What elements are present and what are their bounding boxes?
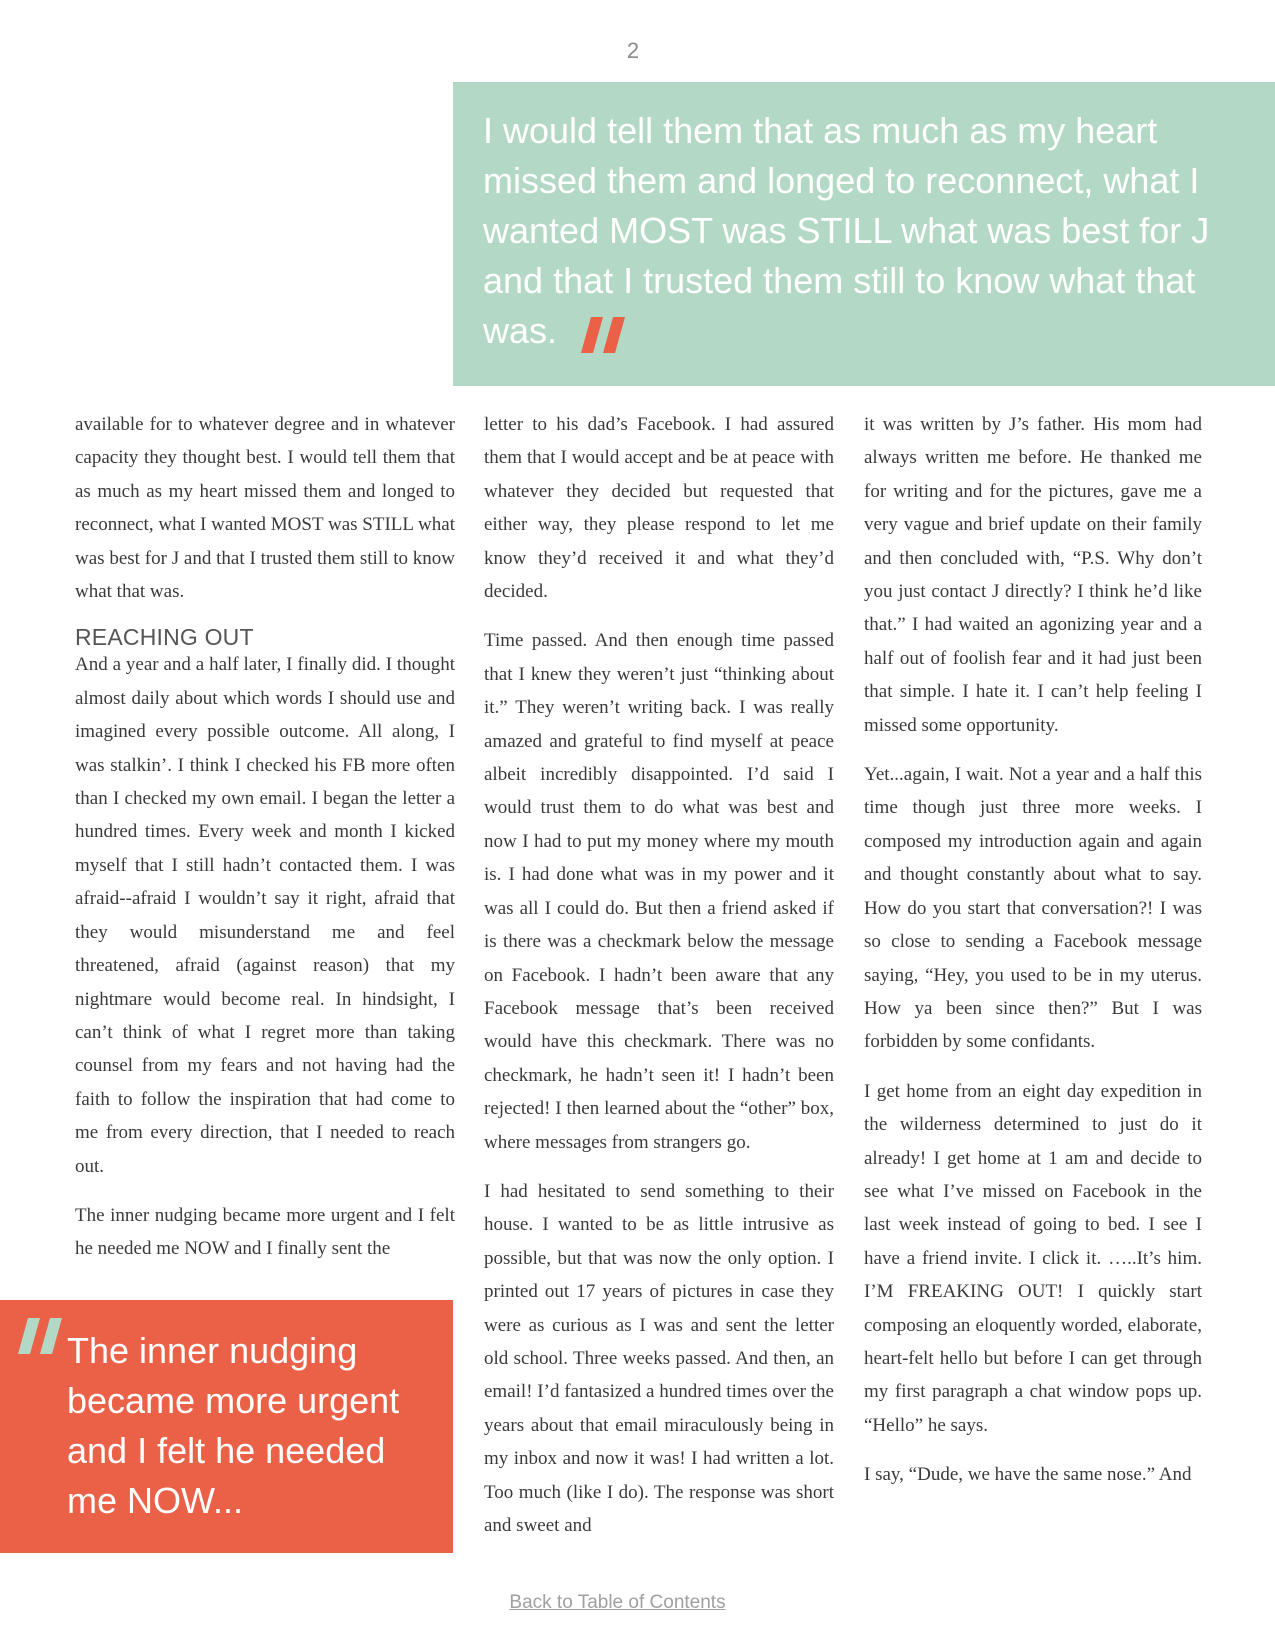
column-3-paragraph-4: I say, “Dude, we have the same nose.” And (864, 1464, 1192, 1486)
column-1-paragraph-1: available for to whatever degree and in whatever capacity they thought best. I would tell them that as much as my heart missed them and longed to reconnect, what I wanted MOST was STILL what was best for J and that I trusted them still to know what that was. (75, 414, 455, 603)
open-quote-icon (16, 1316, 64, 1361)
column-2-paragraph-1: letter to his dad’s Facebook. I had assured them that I would accept and be at peace with whatever they decided but requested that either way, they please respond to let me know they’d received it and what they’d decided. (484, 414, 834, 603)
column-2 (484, 408, 834, 1558)
column-3-paragraph-2: Yet...again, I wait. Not a year and a half this time though just three more weeks. I composed my introduction again and again and thought constantly about what to say. How do you start that conversation?! I was so close to sending a Facebook message saying, “Hey, you used to be in my uterus. How ya been since then?” But I was forbidden by some confidants. (864, 764, 1202, 1053)
section-heading: REACHING OUT (75, 624, 254, 651)
column-3 (864, 408, 1202, 1508)
pull-quote-top-text (483, 106, 1215, 368)
column-2-paragraph-3: I had hesitated to send something to their house. I wanted to be as little intrusive as possible, but that was now the only option. I printed out 17 years of pictures in case they were as curious as I was and sent the letter old school. Three weeks passed. And then, an email! I’d fantasized a hundred times over the years about that email miraculously being in my inbox and now it was! I had written a lot. Too much (like I do). The response was short and sweet and (484, 1180, 834, 1536)
pull-quote-top-body: I would tell them that as much as my heart missed them and longed to reconnect, what I wanted MOST was STILL what was best for J and that I trusted them still to know what that was. (483, 110, 1210, 351)
column-2-paragraph-2: Time passed. And then enough time passed that I knew they weren’t just “thinking about it.” They weren’t writing back. I was really amazed and grateful to find myself at peace albeit incredibly disappointed. I’d said I would trust them to do what was best and now I had to put my money where my mouth is. I had done what was in my power and it was all I could do. But then a friend asked if is there was a checkmark below the message on Facebook. I hadn’t been aware that any Facebook message that’s been received would have this checkmark. There was no checkmark, he hadn’t seen it! I hadn’t been rejected! I then learned about the “other” box, where messages from strangers go. (484, 630, 834, 1153)
pull-quote-top (453, 82, 1275, 386)
column-1 (75, 408, 455, 1282)
column-1-paragraph-2: And a year and a half later, I finally did. I thought almost daily about which words I should use and imagined every possible outcome. All along, I was stalkin’. I think I checked his FB more often than I checked my own email. I began the letter a hundred times. Every week and month I kicked myself that I still hadn’t contacted them. I was afraid--afraid I wouldn’t say it right, afraid that they would misunderstand me and feel threatened, afraid (against reason) that my nightmare would become real. In hindsight, I can’t think of what I regret more than taking counsel from my fears and not having had the faith to follow the inspiration that had come to me from every direction, that I needed to reach out. (75, 654, 455, 1177)
back-to-toc-link[interactable]: Back to Table of Contents (509, 1592, 726, 1613)
page-number: 2 (626, 38, 640, 63)
close-quote-icon (581, 315, 627, 368)
pull-quote-bottom-text: The inner nudging became more urgent and I felt he needed me NOW... (67, 1330, 400, 1521)
pull-quote-bottom (0, 1300, 453, 1553)
column-1-paragraph-3: The inner nudging became more urgent and I felt he needed me NOW and I finally sent the (75, 1204, 455, 1260)
column-3-paragraph-1: it was written by J’s father. His mom had always written me before. He thanked me for writing and for the pictures, gave me a very vague and brief update on their family and then concluded with, “P.S. Why don’t you just contact J directly? I think he’d like that.” I had waited an agonizing year and a half out of foolish fear and it had just been that simple. I hate it. I can’t help feeling I missed some opportunity. (864, 414, 1202, 736)
column-3-paragraph-3: I get home from an eight day expedition in the wilderness determined to just do it already! I get home at 1 am and decide to see what I’ve missed on Facebook in the last week instead of going to bed. I see I have a friend invite. I click it. …..It’s him. I’M FREAKING OUT! I quickly start composing an eloquently worded, elaborate, heart-felt hello but before I can get through my first paragraph a chat window pops up. “Hello” he says. (864, 1080, 1202, 1436)
